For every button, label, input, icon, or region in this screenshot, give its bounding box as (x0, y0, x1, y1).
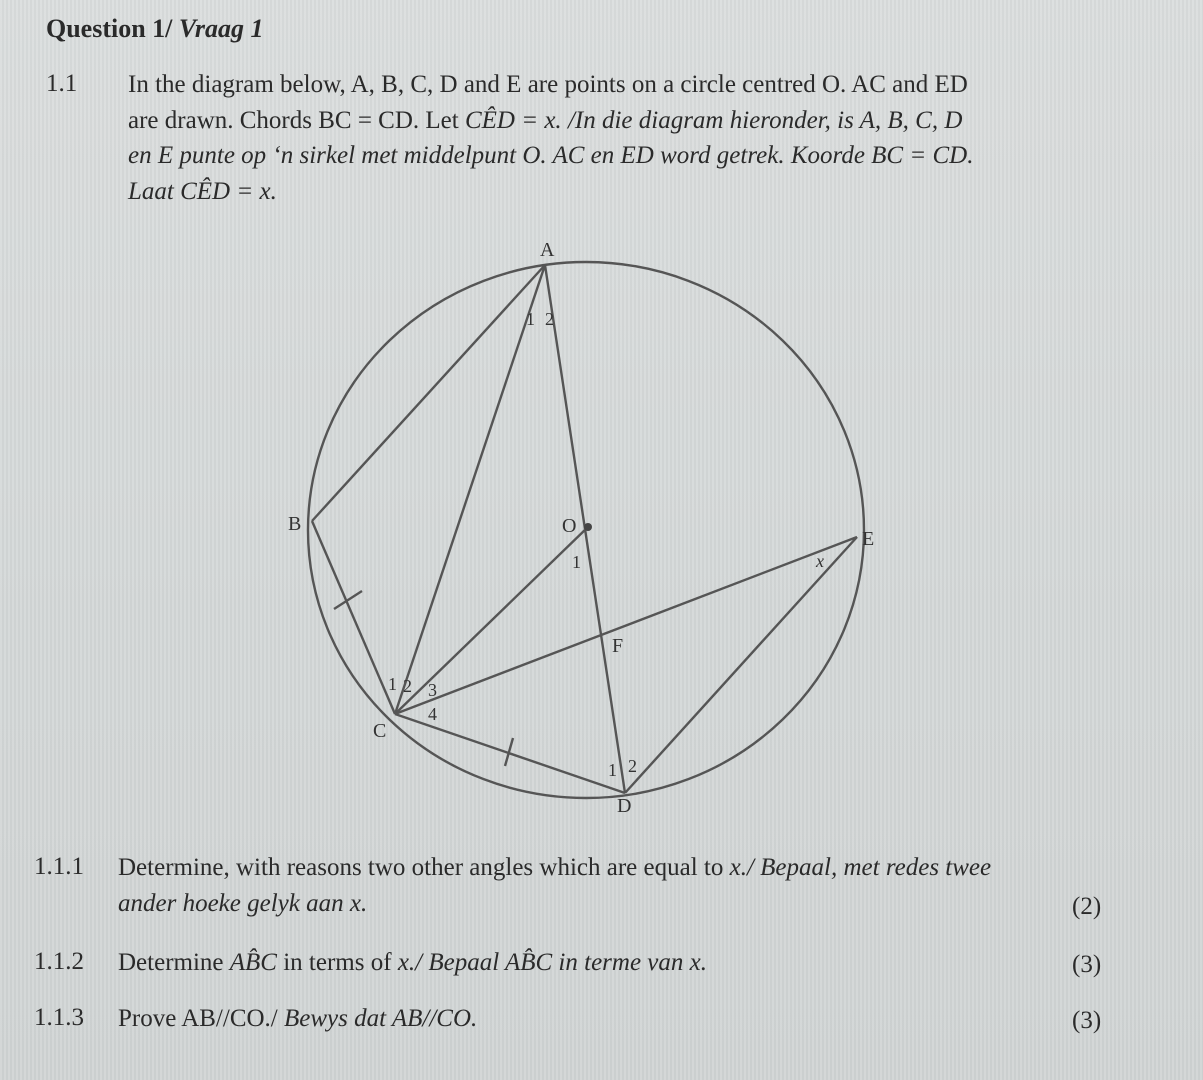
q1-1-1-x: x (729, 854, 741, 881)
angle-label-D1: 1 (608, 760, 617, 780)
label-O: O (562, 515, 577, 537)
marks-1-1-2: (3) (1072, 951, 1102, 978)
q1-1-2-math: AB̂C (229, 949, 277, 976)
q1-1-line1: In the diagram below, A, B, C, D and E are points on a circle centred O. AC and ED (128, 71, 968, 98)
chord-AC (395, 265, 545, 714)
q1-1-line2-italic: /In die diagram hieronder, is A, B, C, D (561, 106, 963, 134)
heading-main: Question 1/ (46, 14, 179, 43)
question-number-1-1: 1.1 (46, 70, 78, 97)
q1-1-1-line2: ander hoeke gelyk aan x. (118, 889, 368, 917)
question-1-1-2-text (118, 945, 1068, 981)
angle-label-O1: 1 (572, 552, 581, 572)
question-1-1-1-text (118, 850, 1128, 921)
angle-label-A2: 2 (545, 309, 554, 329)
q1-1-line3: en E punte op ‘n sirkel met middelpunt O. AC en ED word getrek. Koorde BC = CD. (128, 142, 974, 169)
label-B: B (288, 513, 302, 535)
question-number-1-1-1: 1.1.1 (34, 853, 84, 880)
marks-1-1-3: (3) (1072, 1007, 1102, 1034)
angle-label-Ex: x (816, 551, 824, 571)
q1-1-1-line1-plain: Determine, with reasons two other angles which are equal to (118, 854, 730, 881)
question-number-1-1-2: 1.1.2 (34, 948, 84, 975)
centre-point-O (584, 523, 592, 531)
q1-1-1-line1-italic: ./ Bepaal, met redes twee (740, 854, 992, 881)
chord-ED (625, 537, 857, 793)
marks-1-1-1: (2) (1072, 893, 1102, 920)
line-CO (395, 527, 588, 714)
question-1-1-3-text (118, 1001, 1068, 1037)
angle-label-C4: 4 (428, 704, 437, 724)
q1-1-2-plain2: in terms of (276, 949, 398, 976)
angle-label-C1: 1 (388, 674, 397, 694)
q1-1-2-italic: x./ Bepaal AB̂C in terme van x. (397, 949, 707, 976)
q1-1-line4: Laat CÊD = x. (128, 177, 277, 205)
q1-1-3-plain: Prove AB//CO./ (118, 1005, 284, 1032)
q1-1-3-italic: Bewys dat AB//CO. (284, 1005, 478, 1032)
heading-italic: Vraag 1 (178, 14, 264, 43)
q1-1-line2-plain: are drawn. Chords BC = CD. Let (128, 106, 465, 134)
label-A: A (540, 239, 555, 261)
q1-1-line2-math: CÊD = x. (464, 106, 562, 134)
chord-CD (395, 714, 625, 793)
q1-1-2-plain: Determine (118, 949, 230, 976)
angle-label-C2: 2 (403, 676, 412, 696)
angle-label-D2: 2 (628, 756, 637, 776)
line-CE (395, 537, 857, 714)
label-E: E (862, 528, 875, 550)
label-F: F (612, 635, 624, 657)
angle-label-A1: 1 (526, 309, 535, 329)
question-number-1-1-3: 1.1.3 (34, 1004, 84, 1031)
label-D: D (617, 795, 632, 817)
label-C: C (373, 720, 387, 742)
angle-label-C3: 3 (428, 680, 437, 700)
